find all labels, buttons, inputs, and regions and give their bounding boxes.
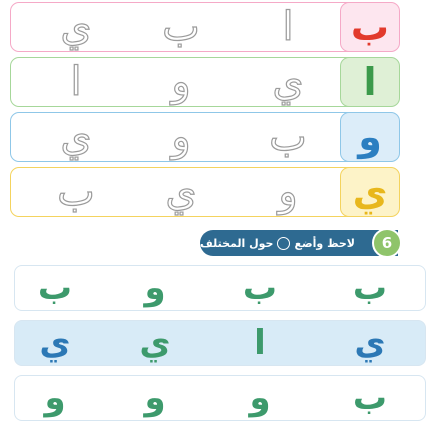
odd-letter-option[interactable]: ي bbox=[39, 323, 71, 363]
trace-letter: ي bbox=[165, 169, 197, 215]
cue-letter-1: ب bbox=[340, 2, 400, 52]
odd-row-2 bbox=[14, 320, 426, 366]
odd-letter-option[interactable]: ا bbox=[254, 323, 266, 363]
trace-letter: ي bbox=[60, 4, 92, 50]
tracing-row-4 bbox=[10, 167, 368, 217]
trace-letter: و bbox=[171, 114, 191, 160]
cue-letter-2: ا bbox=[340, 57, 400, 107]
odd-letter-option[interactable]: ي bbox=[139, 323, 171, 363]
odd-letter-option[interactable]: و bbox=[249, 378, 271, 418]
odd-letter-option[interactable]: ب bbox=[352, 378, 388, 418]
trace-letter: و bbox=[171, 59, 191, 105]
tracing-row-3 bbox=[10, 112, 368, 162]
trace-letter: ا bbox=[70, 59, 82, 105]
trace-letter: ب bbox=[162, 4, 200, 50]
instruction-text-start: لاحظ وأضع bbox=[294, 236, 355, 250]
tracing-row-2 bbox=[10, 57, 368, 107]
cue-letter-3: و bbox=[340, 112, 400, 162]
instruction-text-end: حول المختلف bbox=[200, 236, 274, 250]
cue-letter-4: ي bbox=[340, 167, 400, 217]
circle-icon bbox=[277, 237, 290, 250]
odd-letter-option[interactable]: ب bbox=[242, 268, 278, 308]
odd-row-1 bbox=[14, 265, 426, 311]
trace-letter: ب bbox=[269, 114, 307, 160]
odd-letter-option[interactable]: ي bbox=[354, 323, 386, 363]
tracing-row-1 bbox=[10, 2, 368, 52]
trace-letter: ب bbox=[57, 169, 95, 215]
trace-letter: ا bbox=[282, 4, 294, 50]
exercise-banner bbox=[200, 230, 398, 256]
trace-letter: ي bbox=[60, 114, 92, 160]
exercise-instruction bbox=[200, 237, 355, 250]
odd-letter-option[interactable]: و bbox=[144, 268, 166, 308]
odd-letter-option[interactable]: ب bbox=[37, 268, 73, 308]
exercise-number-badge: 6 bbox=[372, 228, 402, 258]
odd-letter-option[interactable]: و bbox=[44, 378, 66, 418]
odd-row-3 bbox=[14, 375, 426, 421]
odd-letter-option[interactable]: و bbox=[144, 378, 166, 418]
trace-letter: ي bbox=[272, 59, 304, 105]
odd-letter-option[interactable]: ب bbox=[352, 268, 388, 308]
trace-letter: و bbox=[278, 169, 298, 215]
